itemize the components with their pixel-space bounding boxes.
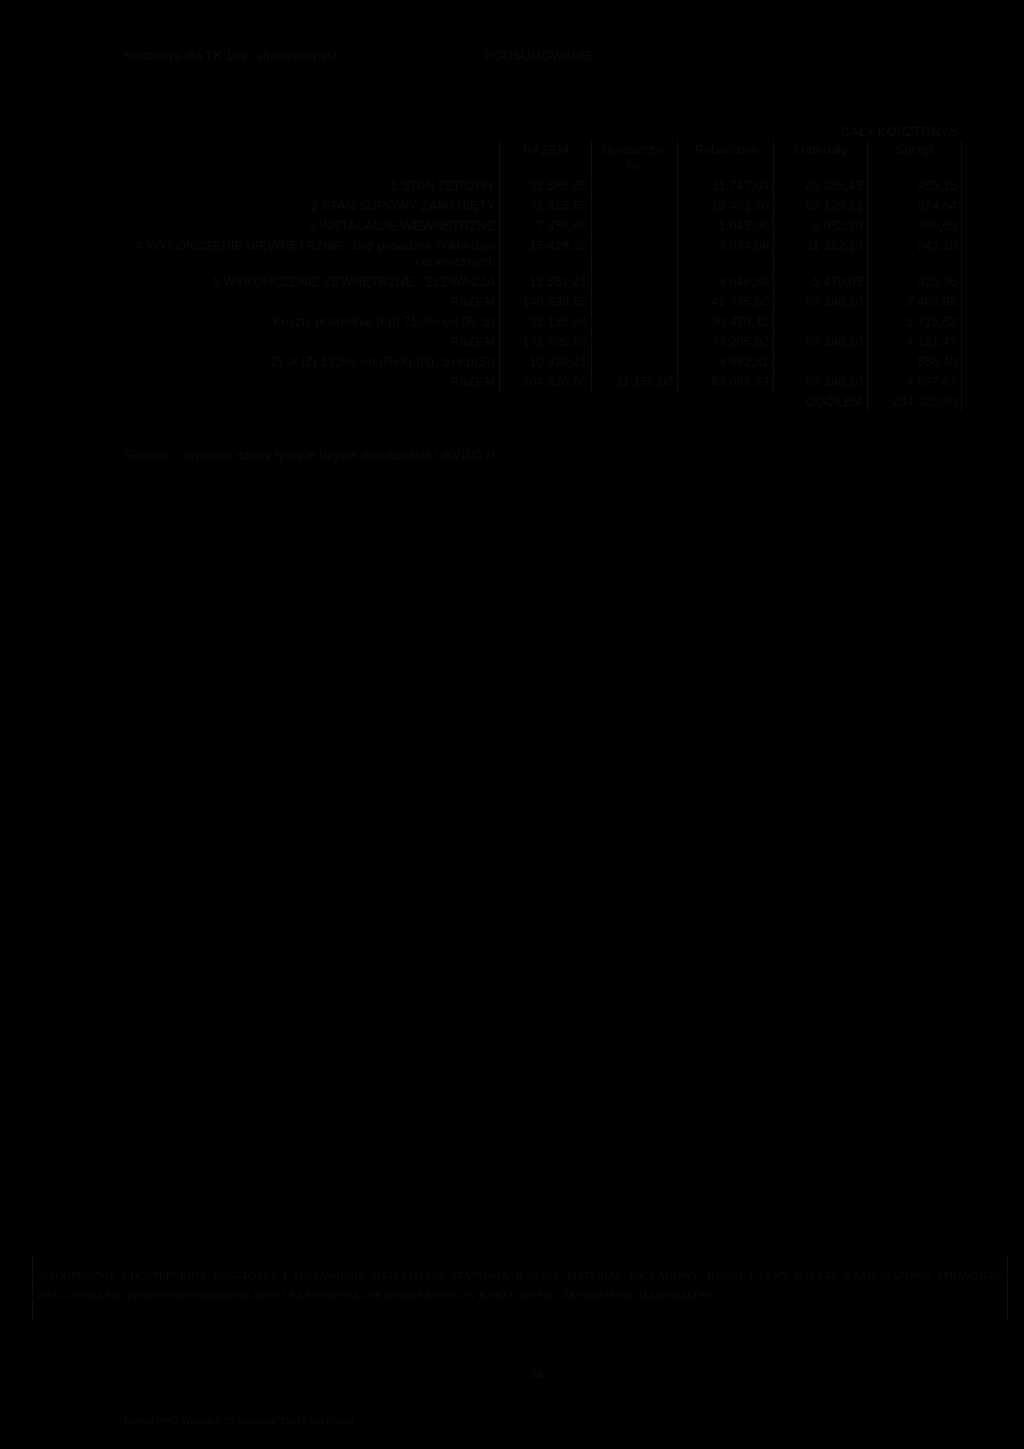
document-file-name: Kosztorys dla TK 109 - drewniany.kst	[124, 48, 338, 63]
cell-sprzet: 242,10	[868, 236, 962, 272]
cell-razem: 204 320,80	[500, 372, 592, 392]
column-header: RAZEM	[500, 140, 592, 176]
cell-uproszczone	[592, 196, 678, 216]
cell-uproszczone: 21 156,00	[592, 372, 678, 392]
row-label: 1 STAN ZEROWY	[390, 178, 496, 193]
column-header: Uproszczo-ne	[592, 140, 678, 176]
table-row	[124, 196, 962, 216]
total-label: OGÓŁEM	[805, 394, 864, 409]
cell-materialy: 20 385,45	[774, 176, 868, 196]
column-header: Robocizna	[678, 140, 774, 176]
cell-razem: 140 539,65	[500, 292, 592, 312]
cell-robocizna: 3 834,06	[678, 236, 774, 272]
cell-robocizna: 42 735,50	[678, 292, 774, 312]
row-label: Zysk [Z] 13,5% od (R+Kp(R), S+Kp(S))	[270, 354, 496, 369]
table-row	[124, 352, 962, 372]
row-label: Koszty pośrednie [Kp] 71,3% od (R, S)	[272, 314, 496, 329]
table-row	[124, 236, 962, 272]
cell-robocizna: 1 045,90	[678, 216, 774, 236]
page-number: - 54 -	[522, 1368, 551, 1382]
cell-materialy	[774, 312, 868, 332]
cell-robocizna: 11 747,04	[678, 176, 774, 196]
cell-uproszczone	[592, 176, 678, 196]
table-row	[124, 292, 962, 312]
cell-materialy: 95 398,20	[774, 292, 868, 312]
cell-materialy	[774, 352, 868, 372]
cell-uproszczone	[592, 312, 678, 332]
table-caption-row	[124, 122, 962, 140]
column-header: Sprzęt	[868, 140, 962, 176]
table-caption: CAŁY KOSZTORYS	[840, 124, 958, 139]
software-footer: Norma PRO Wersja 4.25 Licencja: 13475 dla Romiz	[124, 1416, 355, 1427]
cell-uproszczone	[592, 272, 678, 292]
table-header-row	[124, 140, 962, 176]
cell-uproszczone	[592, 352, 678, 372]
cell-materialy: 5 479,05	[774, 272, 868, 292]
cell-uproszczone	[592, 216, 678, 236]
cell-robocizna: 9 882,81	[678, 352, 774, 372]
table-row	[124, 176, 962, 196]
cell-sprzet: 360,69	[868, 216, 962, 236]
cell-razem: 72 515,55	[500, 196, 592, 216]
table-row	[124, 332, 962, 352]
cell-sprzet: 425,36	[868, 272, 962, 292]
cell-materialy: 11 352,19	[774, 236, 868, 272]
cell-razem: 10 439,21	[500, 352, 592, 372]
cell-uproszczone	[592, 332, 678, 352]
cell-sprzet: 4 121,47	[868, 332, 962, 352]
cell-materialy: 95 398,20	[774, 332, 868, 352]
row-label: 4 WYKOŃCZENIE WEWNĘTRZNE - bez posadzek i okła-dzin ceramicznych	[135, 238, 496, 269]
cell-robocizna: 30 470,42	[678, 312, 774, 332]
cell-razem: 15 428,35	[500, 236, 592, 272]
row-label: RAZEM	[449, 334, 496, 349]
summary-table	[124, 122, 962, 412]
cell-sprzet: 4 677,87	[868, 372, 962, 392]
cell-sprzet: 924,64	[868, 196, 962, 216]
cell-robocizna: 83 088,73	[678, 372, 774, 392]
cell-sprzet: 453,16	[868, 176, 962, 196]
amount-in-words-label: Słownie:	[124, 447, 174, 462]
cell-sprzet: 2 405,95	[868, 292, 962, 312]
table-row	[124, 272, 962, 292]
total-value: 204 320,80	[868, 392, 962, 412]
row-label: 2 STAN SUROWY ZAMKNIĘTY	[310, 198, 496, 213]
disclaimer-notice: NIEODPŁATNIE UDOSTĘPNIONY KOSZTORYS I ZESTAWIENIE MATERIAŁÓW STANOWIĄ JEDYNIE MATERIAŁ POGLĄDOWY. ILOŚCI I CENY NALEŻY KAŻDORAZOWO SPRAWDZIĆ. PRACOWNIA NIE PONOSI ODPOWIEDZIALNOŚCI ZA EWENTUALNE ROZBIEŻNOŚCI W KOSZTORYSIE I ZESTAWIENIU MATERIAŁÓW	[32, 1256, 1008, 1322]
cell-robocizna: 73 205,92	[678, 332, 774, 352]
cell-razem: 32 585,65	[500, 176, 592, 196]
document-title: PODSUMOWANIE	[484, 48, 594, 63]
row-label: 3 INSTALACJE WEWNĘTRZNE	[308, 218, 496, 233]
total-row	[124, 392, 962, 412]
cell-robocizna: 19 461,70	[678, 196, 774, 216]
column-header: Materiały	[774, 140, 868, 176]
cell-razem: 7 458,89	[500, 216, 592, 236]
table-row	[124, 312, 962, 332]
amount-in-words	[124, 447, 495, 462]
row-label: RAZEM	[449, 294, 496, 309]
cell-uproszczone	[592, 292, 678, 312]
cell-robocizna: 6 646,80	[678, 272, 774, 292]
cell-razem: 12 551,21	[500, 272, 592, 292]
amount-in-words-text: dwieście cztery tysiące trzysta dwadzieścia i 80/100 zł	[183, 447, 495, 462]
cell-materialy: 6 052,30	[774, 216, 868, 236]
cell-razem: 172 725,59	[500, 332, 592, 352]
cell-sprzet: 1 715,52	[868, 312, 962, 332]
cell-razem: 32 185,94	[500, 312, 592, 332]
cell-materialy: 52 129,21	[774, 196, 868, 216]
cell-materialy: 95 398,20	[774, 372, 868, 392]
cell-sprzet: 556,40	[868, 352, 962, 372]
row-label: RAZEM	[449, 374, 496, 389]
table-row	[124, 216, 962, 236]
row-label: 5 WYKOŃCZENIE ZEWNĘTRZNE - ELEWACJA	[212, 274, 496, 289]
cell-uproszczone	[592, 236, 678, 272]
table-row	[124, 372, 962, 392]
